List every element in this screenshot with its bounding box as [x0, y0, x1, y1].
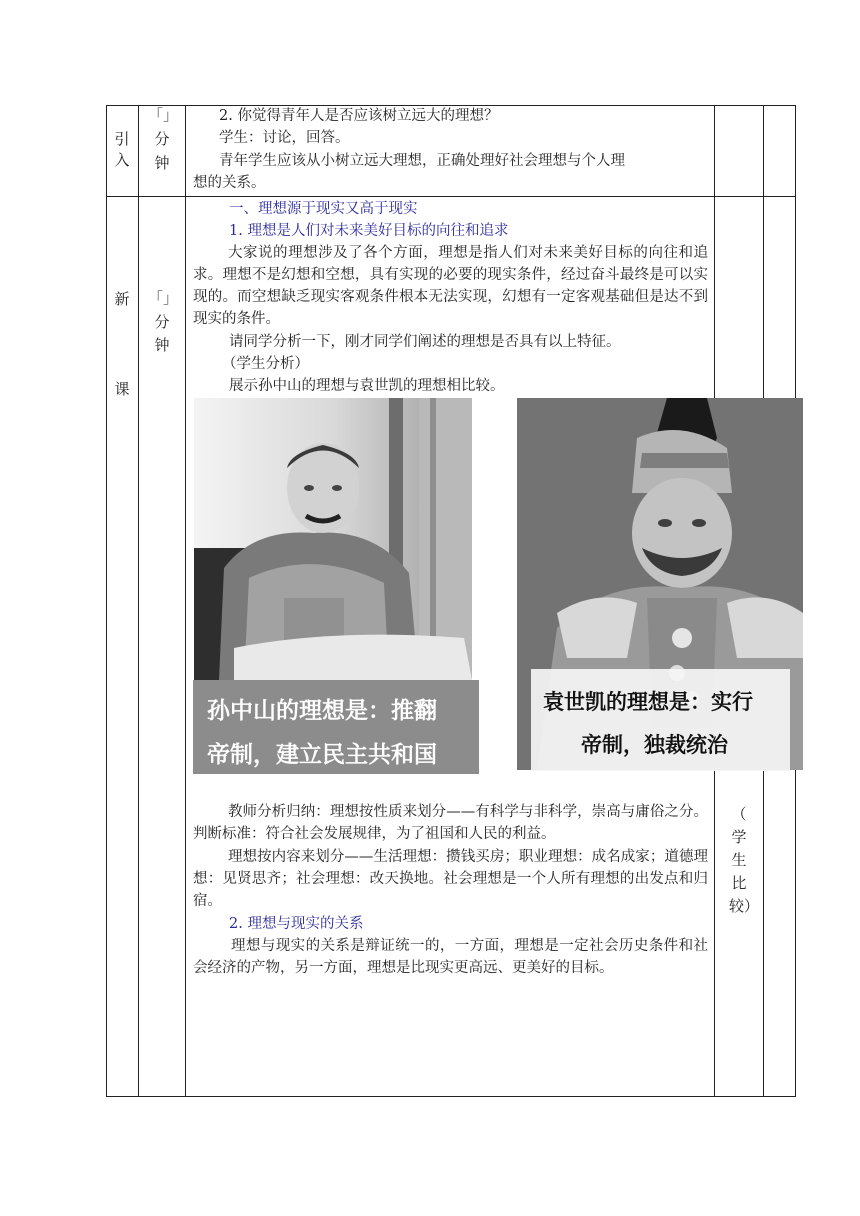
row2-time-unit-1: 分: [154, 313, 170, 331]
table-border-bottom: [106, 1096, 795, 1097]
side-note-3: 生: [731, 851, 747, 869]
side-note-5: 较）: [728, 897, 759, 915]
row1-question: 2. 你觉得青年人是否应该树立远大的理想？: [219, 108, 499, 124]
row2-time-bracket: 「」: [148, 289, 179, 307]
table-col-divider-2: [185, 105, 186, 1097]
table-border-left: [106, 105, 107, 1097]
side-note-4: 比: [731, 874, 747, 892]
paragraph-ideal-reality: 理想与现实的关系是辩证统一的，一方面，理想是一定社会历史条件和社会经济的产物，另一方面，理想是比现实更高远、更美好的目标。: [193, 938, 708, 976]
yuan-caption-line-2: 帝制，独裁统治: [581, 733, 728, 757]
line-show-comparison: 展示孙中山的理想与袁世凯的理想相比较。: [229, 378, 505, 394]
side-note-2: 学: [731, 828, 747, 846]
section-heading-2: 1. 理想是人们对未来美好目标的向往和追求: [229, 223, 509, 239]
row1-time-unit-1: 分: [154, 130, 170, 148]
table-col-divider-3: [714, 105, 715, 399]
row2-label-top: 新: [114, 290, 130, 308]
table-row-divider: [106, 196, 795, 197]
line-ask-students: 请同学分析一下，刚才同学们阐述的理想是否具有以上特征。: [229, 334, 621, 350]
row1-student-line: 学生：讨论，回答。: [219, 130, 350, 146]
section-heading-3: 2. 理想与现实的关系: [229, 916, 364, 932]
yuan-shikai-caption: [531, 669, 790, 771]
row1-time-bracket: 「」: [148, 106, 179, 124]
row2-label-bottom: 课: [114, 380, 130, 398]
sun-caption-line-1: 孙中山的理想是：推翻: [207, 698, 437, 724]
paragraph-ideal-content: 理想按内容来划分——生活理想：攒钱买房；职业理想：成名成家；道德理想：见贤思齐；社会理想：改天换地。社会理想是一个人所有理想的出发点和归宿。: [193, 849, 708, 909]
row1-conclusion-line-1: 青年学生应该从小树立远大理想，正确处理好社会理想与个人理: [219, 153, 625, 169]
row2-time-unit-2: 钟: [154, 336, 170, 354]
table-col-divider-1: [138, 105, 139, 1097]
paragraph-ideal-definition: 大家说的理想涉及了各个方面，理想是指人们对未来美好目标的向往和追求。理想不是幻想和空想，具有实现的必要的现实条件，经过奋斗最终是可以实现的。而空想缺乏现实客观条件根本无法实现，幻想有一定客观基础但是达不到现实的条件。: [193, 245, 708, 327]
yuan-caption-line-1: 袁世凯的理想是：实行: [543, 690, 753, 714]
section-heading-1: 一、理想源于现实又高于现实: [229, 201, 418, 217]
row1-label-1: 引入: [114, 130, 130, 169]
table-col-divider-3b: [714, 770, 715, 1097]
sun-yat-sen-caption: [193, 680, 479, 774]
row1-conclusion-line-2: 想的关系。: [193, 175, 266, 191]
line-student-analysis: （学生分析）: [222, 356, 309, 372]
paragraph-teacher-summary: 教师分析归纳：理想按性质来划分——有科学与非科学，崇高与庸俗之分。判断标准：符合社会发展规律，为了祖国和人民的利益。: [193, 804, 708, 842]
side-note-1: （: [731, 805, 747, 823]
sun-caption-line-2: 帝制，建立民主共和国: [207, 742, 437, 768]
sun-yat-sen-photo: [194, 398, 472, 680]
row1-time-unit-2: 钟: [154, 154, 170, 172]
